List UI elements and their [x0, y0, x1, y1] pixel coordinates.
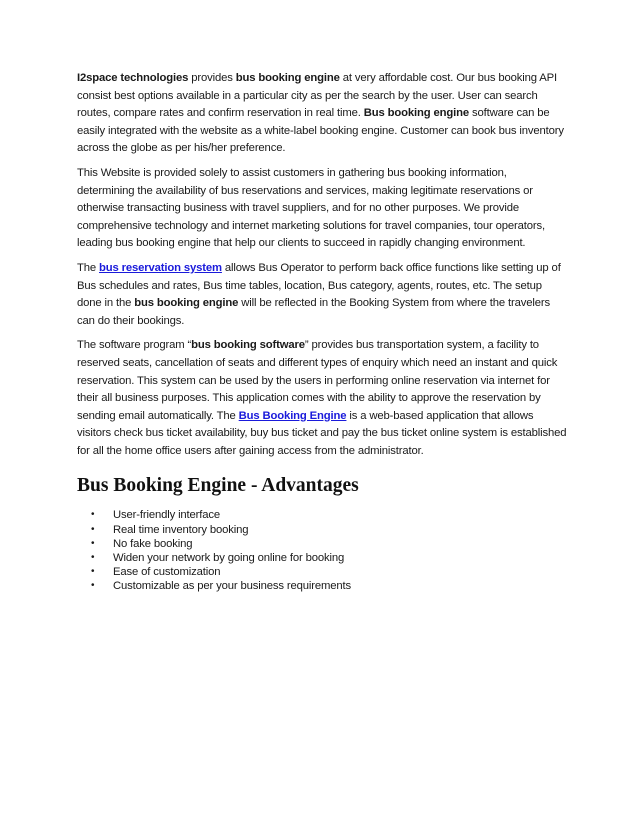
text-span: provides	[188, 72, 236, 84]
list-item	[91, 537, 567, 551]
text-span: allows Bus Operator to perform back office functions like setting up of Bus schedules and rates, Bus time tables, location, Bus category, agents, routes, etc. The setup done in the	[77, 261, 561, 310]
list-item-text: Widen your network by going online for booking	[113, 552, 345, 565]
bus-booking-engine-link[interactable]: Bus Booking Engine	[238, 409, 347, 422]
list-item-text: No fake booking	[113, 537, 193, 550]
list-item	[91, 523, 567, 537]
bold-term: bus booking software	[191, 339, 305, 352]
list-item-text: Customizable as per your business requirements	[113, 580, 351, 593]
paragraph-website	[77, 165, 567, 253]
text-span: at very affordable cost. Our bus booking API consist best options available in a particular city as per the search by the user. User can search routes, compare rates and confirm reservation in real time.	[77, 72, 557, 120]
bullet-icon: •	[91, 566, 95, 578]
list-item	[91, 551, 567, 565]
bullet-icon: •	[91, 552, 95, 564]
list-item-text: Real time inventory booking	[113, 523, 249, 536]
bus-reservation-system-link[interactable]: bus reservation system	[99, 261, 222, 274]
text-span: The	[77, 261, 100, 274]
document-body	[77, 70, 567, 594]
bold-term: bus booking engine	[134, 297, 239, 310]
bold-term: Bus booking engine	[363, 107, 469, 120]
text-span: will be reflected in the Booking System from where the travelers can do their bookings.	[77, 297, 550, 327]
text-span: The software program “	[77, 339, 192, 352]
section-heading-advantages: Bus Booking Engine - Advantages	[77, 475, 359, 497]
list-item-text: Ease of customization	[113, 566, 221, 579]
paragraph-intro	[77, 70, 567, 158]
list-item	[91, 565, 567, 579]
advantages-list	[77, 508, 567, 593]
company-name: I2space technologies	[77, 72, 189, 84]
bold-term: bus booking engine	[235, 72, 340, 84]
list-item	[91, 508, 567, 522]
paragraph-reservation-system	[77, 260, 567, 330]
text-span: This Website is provided solely to assist customers in gathering bus booking information, determining the availability of bus reservations and services, making legitimate reservations or otherwise transacting business with travel suppliers, and for no other purposes. We provide comprehensive technology and internet marketing solutions for travel companies, tour operators, leading bus booking engine that help our clients to succeed in rapidly changing environment.	[77, 166, 546, 250]
text-span: software can be easily integrated with the website as a white-label booking engine. Customer can book bus inventory across the globe as per his/her preference.	[77, 107, 564, 155]
list-item-text: User-friendly interface	[113, 509, 221, 522]
bullet-icon: •	[91, 537, 95, 549]
bullet-icon: •	[91, 580, 95, 592]
list-item	[91, 579, 567, 593]
bullet-icon: •	[91, 523, 95, 535]
text-span: is a web-based application that allows visitors check bus ticket availability, buy bus ticket and pay the bus ticket online system is established for all the home office users after gaining access from the administrator.	[77, 409, 567, 457]
text-span: ” provides bus transportation system, a facility to reserved seats, cancellation of seats and different types of enquiry which need an instant and quick reservation. This system can be used by the users in performing online reservation via internet for their all business purposes. This application comes with the ability to approve the reservation by sending email automatically. The	[77, 339, 558, 422]
bullet-icon: •	[91, 509, 95, 521]
paragraph-software-program	[77, 337, 567, 460]
